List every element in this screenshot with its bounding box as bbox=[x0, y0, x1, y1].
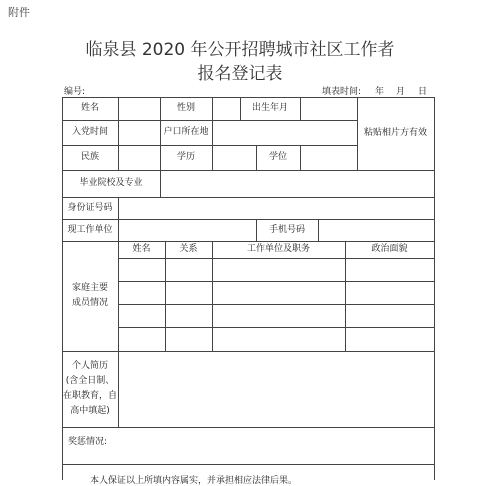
family-label-line2: 成员情况 bbox=[71, 298, 108, 308]
photo-label: 粘贴相片方有效 bbox=[363, 128, 427, 138]
school-major-input[interactable] bbox=[160, 170, 434, 197]
family-member-row[interactable] bbox=[118, 304, 434, 327]
family-col-relation: 关系 bbox=[179, 244, 198, 254]
ethnicity-label: 民族 bbox=[80, 152, 99, 162]
family-section-label bbox=[62, 241, 118, 351]
birth-input[interactable] bbox=[300, 97, 357, 120]
birth-label: 出生年月 bbox=[251, 103, 288, 113]
grid-line bbox=[62, 464, 434, 465]
education-input[interactable] bbox=[212, 145, 256, 170]
family-label-line1: 家庭主要 bbox=[71, 283, 108, 293]
work-unit-input[interactable] bbox=[118, 219, 256, 241]
party-time-input[interactable] bbox=[118, 120, 160, 145]
work-unit-label: 现工作单位 bbox=[67, 224, 113, 235]
family-member-row[interactable] bbox=[118, 327, 434, 351]
resume-input[interactable] bbox=[118, 351, 434, 427]
phone-input[interactable] bbox=[318, 219, 434, 241]
hukou-input[interactable] bbox=[212, 120, 357, 145]
fill-time-year: 年 bbox=[375, 87, 385, 97]
family-col-politics: 政治面貌 bbox=[371, 244, 408, 254]
resume-label-line3: 在职教育，自 bbox=[62, 391, 117, 401]
resume-label-line1: 个人简历 bbox=[71, 361, 108, 371]
school-major-label: 毕业院校及专业 bbox=[79, 178, 143, 188]
family-member-row[interactable] bbox=[118, 281, 434, 304]
gender-label: 性别 bbox=[176, 103, 195, 113]
fill-time-month: 月 bbox=[396, 87, 406, 97]
gender-input[interactable] bbox=[212, 97, 240, 120]
degree-label: 学位 bbox=[268, 152, 287, 162]
name-input[interactable] bbox=[118, 97, 160, 120]
education-label: 学历 bbox=[176, 152, 195, 162]
form-title-line1: 临泉县 2020 年公开招聘城市社区工作者 bbox=[85, 40, 395, 60]
table-border-right bbox=[434, 97, 435, 480]
pledge-text: 本人保证以上所填内容属实，并承担相应法律后果。 bbox=[90, 476, 298, 486]
form-title-line2: 报名登记表 bbox=[197, 64, 283, 84]
number-label: 编号: bbox=[64, 87, 86, 97]
attachment-label: 附件 bbox=[8, 6, 30, 19]
family-member-row[interactable] bbox=[118, 258, 434, 281]
fill-time-label: 填表时间: bbox=[322, 87, 362, 97]
fill-time-day: 日 bbox=[418, 87, 428, 97]
resume-label-line4: 高中填起) bbox=[70, 406, 110, 416]
family-col-name: 姓名 bbox=[132, 244, 151, 254]
resume-label bbox=[62, 351, 118, 427]
resume-label-line2: (含全日制、 bbox=[65, 376, 115, 386]
photo-area[interactable] bbox=[357, 97, 434, 170]
id-number-input[interactable] bbox=[118, 197, 434, 219]
family-col-work: 工作单位及职务 bbox=[246, 244, 310, 254]
ethnicity-input[interactable] bbox=[118, 145, 160, 170]
hukou-label: 户口所在地 bbox=[163, 127, 209, 137]
party-time-label: 入党时间 bbox=[71, 127, 108, 137]
name-label: 姓名 bbox=[80, 103, 99, 113]
phone-label: 手机号码 bbox=[268, 224, 305, 235]
degree-input[interactable] bbox=[300, 145, 357, 170]
awards-field[interactable] bbox=[62, 427, 434, 457]
id-number-label: 身份证号码 bbox=[67, 202, 113, 213]
awards-label: 奖惩情况: bbox=[68, 436, 108, 447]
